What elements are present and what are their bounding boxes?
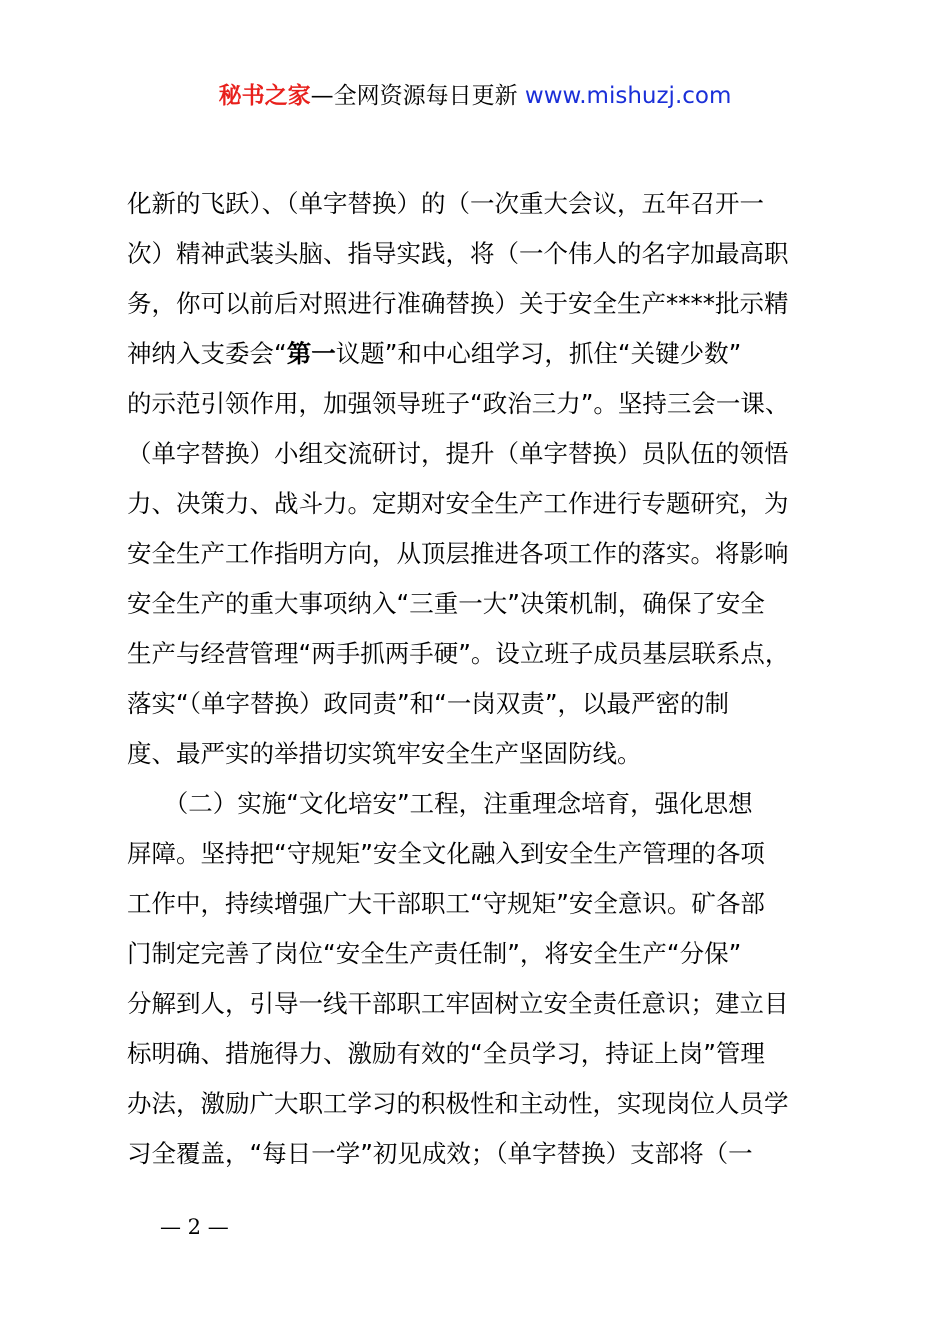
document-body	[127, 179, 832, 1179]
text-segment: 议题”和中心组学习，抓住“关键少数”	[335, 339, 742, 368]
page-number: — 2 —	[160, 1215, 229, 1239]
text-line: 度、最严实的举措切实筑牢安全生产坚固防线。	[127, 739, 642, 768]
text-line: 安全生产的重大事项纳入“三重一大”决策机制，确保了安全	[127, 589, 765, 618]
site-banner	[0, 80, 950, 112]
text-line: 标明确、措施得力、激励有效的“全员学习，持证上岗”管理	[127, 1039, 765, 1068]
bold-term: 第一	[286, 339, 336, 368]
text-line: 落实“（单字替换）政同责”和“一岗双责”，以最严密的制	[127, 689, 730, 718]
text-line: 次）精神武装头脑、指导实践，将（一个伟人的名字加最高职	[127, 239, 789, 268]
text-line: 力、决策力、战斗力。定期对安全生产工作进行专题研究，为	[127, 489, 789, 518]
text-line: 工作中，持续增强广大干部职工“守规矩”安全意识。矿各部	[127, 889, 765, 918]
paragraph-start-line: （二）实施“文化培安”工程，注重理念培育，强化思想	[127, 789, 753, 818]
text-line: 办法，激励广大职工学习的积极性和主动性，实现岗位人员学	[127, 1089, 789, 1118]
banner-separator: —	[310, 83, 334, 109]
site-url-link[interactable]: www.mishuzj.com	[524, 83, 732, 109]
text-line: 安全生产工作指明方向，从顶层推进各项工作的落实。将影响	[127, 539, 789, 568]
text-line: 习全覆盖，“每日一学”初见成效；（单字替换）支部将（一	[127, 1139, 753, 1168]
text-line: 化新的飞跃）、（单字替换）的（一次重大会议，五年召开一	[127, 189, 764, 218]
banner-tagline: 全网资源每日更新	[333, 83, 518, 109]
brand-name: 秘书之家	[218, 83, 311, 109]
text-line: 生产与经营管理“两手抓两手硬”。设立班子成员基层联系点，	[127, 639, 790, 668]
text-line: 分解到人，引导一线干部职工牢固树立安全责任意识；建立目	[127, 989, 789, 1018]
text-line: 屏障。坚持把“守规矩”安全文化融入到安全生产管理的各项	[127, 839, 765, 868]
text-line: 务，你可以前后对照进行准确替换）关于安全生产****批示精	[127, 289, 789, 318]
text-segment: 神纳入支委会“	[127, 339, 287, 368]
text-line-with-bold	[127, 329, 832, 379]
text-line: （单字替换）小组交流研讨，提升（单字替换）员队伍的领悟	[127, 439, 789, 468]
text-line: 的示范引领作用，加强领导班子“政治三力”。坚持三会一课、	[127, 389, 790, 418]
text-line: 门制定完善了岗位“安全生产责任制”，将安全生产“分保”	[127, 939, 742, 968]
